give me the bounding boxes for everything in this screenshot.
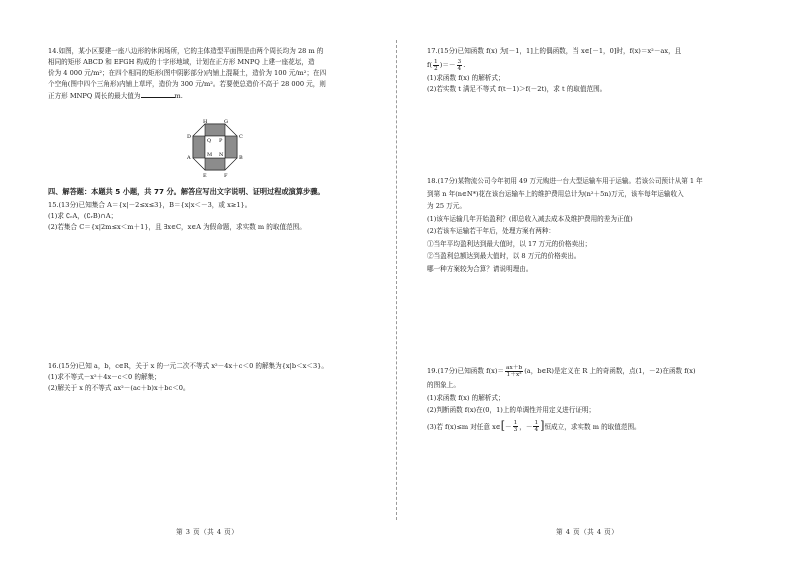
q19-fraction xyxy=(505,365,523,378)
q17-arg-den: 2 xyxy=(434,65,438,72)
q18-line-1: 18.(17分)某物流公司今年初用 49 万元购进一台大型运输车用于运输。若该公司预计从第 1 年 xyxy=(427,177,703,185)
label-q: Q xyxy=(207,138,212,144)
q14-line-3: 价为 4 000 元/m²；在四个相同的矩形(图中阴影部分)内铺上混凝土，造价为 100 元/m²；在四 xyxy=(48,69,327,77)
q19-line5-prefix: (3)若 f(x)≤m 对任意 x∈ xyxy=(427,422,501,431)
q17-end: . xyxy=(463,61,466,69)
question-15 xyxy=(48,200,306,233)
q17-f: f xyxy=(427,61,430,69)
q16-line-3: (2)解关于 x 的不等式 ax²－(ac＋b)x＋bc＜0。 xyxy=(48,384,190,392)
q17-line-4: (2)若实数 t 满足不等式 f(t－1)＞f(－2t)，求 t 的取值范围。 xyxy=(427,85,607,93)
q18-line-4: (1)该车运输几年开始盈利？(即总收入减去成本及维护费用的差为正值) xyxy=(427,214,633,223)
interval-b-den: 4 xyxy=(534,427,539,433)
q18-line-8: 哪一种方案较为合算？请说明理由。 xyxy=(427,264,533,273)
shaded-rect-left xyxy=(193,136,205,158)
paren-close: ) xyxy=(439,61,443,69)
interval-a-den: 3 xyxy=(513,427,518,433)
label-b: B xyxy=(239,155,243,161)
q15-line-1: 15.(13分)已知集合 A＝{x|－2≤x≤3}，B＝{x|x＜－3，或 x≥1}。 xyxy=(48,201,252,209)
label-g: G xyxy=(224,119,228,125)
q16-line-2: (1)求不等式－x²＋4x－c＜0 的解集； xyxy=(48,373,161,381)
q14-unit: m. xyxy=(174,92,183,100)
label-h: H xyxy=(203,119,208,125)
label-f: F xyxy=(224,173,228,179)
minus-a: － xyxy=(504,422,512,431)
q19-line-2: 的图象上。 xyxy=(427,381,460,389)
page-footer-left: 第 3 页（共 4 页） xyxy=(176,528,239,536)
q18-line-7: ②当盈利总额达到最大值时，以 8 万元的价格卖出。 xyxy=(427,252,581,260)
bracket-open: [ xyxy=(500,418,505,432)
answer-blank xyxy=(141,90,175,98)
q19-line5-suffix: 恒成立，求实数 m 的取值范围。 xyxy=(544,422,641,431)
interval-comma: ，－ xyxy=(519,422,533,431)
q19-frac-num: ax＋b xyxy=(505,364,523,371)
q19-line-3: (1)求函数 f(x) 的解析式； xyxy=(427,393,505,402)
label-n: N xyxy=(219,152,224,158)
paren-open: ( xyxy=(429,61,433,69)
interval-a-fraction xyxy=(513,420,519,433)
q19-line-4: (2)判断函数 f(x)在(0，1)上的单调性并用定义进行证明； xyxy=(427,406,596,414)
q14-line-5-text: 正方形 MNPQ 周长的最大值为 xyxy=(48,92,141,100)
label-c: C xyxy=(239,134,243,140)
q14-line-1: 14.如图，某小区要建一座八边形的休闲场所，它的主体造型平面图是由两个周长均为 28 m 的 xyxy=(48,47,324,55)
q17-arg-fraction xyxy=(433,59,439,72)
label-e: E xyxy=(203,173,207,179)
q19-line-5 xyxy=(427,417,696,436)
bracket-close: ] xyxy=(540,418,545,432)
q17-eq: ＝－ xyxy=(442,61,456,69)
interval-b-fraction xyxy=(533,420,539,433)
q19-frac-den: 1＋x² xyxy=(506,371,522,378)
q18-line-2: 到第 n 年(n∈N*)花在该台运输车上的维护费用总计为(n²＋5n)万元，该车每年运输收入 xyxy=(427,189,684,198)
q17-val-den: 4 xyxy=(457,65,462,72)
label-p: P xyxy=(219,138,223,144)
q15-line-2: (1)求 ∁ᵣA，(∁ᵣB)∩A； xyxy=(48,212,118,220)
q17-value-fraction xyxy=(457,58,466,72)
q15-line-3: (2)若集合 C＝{x|2m≤x＜m＋1}，且 ∃x∈C，x∈A 为假命题，求实数 m 的取值范围。 xyxy=(48,223,306,231)
shaded-rect-top xyxy=(205,124,225,136)
question-18 xyxy=(427,175,703,275)
octagon-figure-svg xyxy=(181,118,249,182)
q19-prefix: 19.(17分)已知函数 f(x)＝ xyxy=(427,367,504,375)
q17-line-2 xyxy=(427,57,681,73)
q19-suffix: (a，b∈R)是定义在 R 上的奇函数，点(1，－2)在函数 f(x) xyxy=(524,367,696,375)
q18-line-5: (2)若该车运输若干年后，处理方案有两种： xyxy=(427,227,556,235)
q16-line-1: 16.(15分)已知 a，b，c∈R，关于 x 的一元二次不等式 x²－4x＋c＜0 的解集为{x|b＜x＜3}。 xyxy=(48,362,328,370)
q17-arg-num: 1 xyxy=(434,58,438,65)
q17-line-1: 17.(15分)已知函数 f(x) 为[－1，1]上的偶函数，当 x∈[－1，0]时，f(x)＝x²－ax，且 xyxy=(427,47,682,55)
q14-line-5 xyxy=(48,90,326,102)
right-page xyxy=(397,0,794,562)
interval-b-num: 1 xyxy=(534,420,539,426)
q18-line-3: 为 25 万元。 xyxy=(427,202,466,210)
question-14 xyxy=(48,46,326,102)
q14-line-2: 相同的矩形 ABCD 和 EFGH 构成的十字形地域，计划在正方形 MNPQ 上建一座花坛，造 xyxy=(48,58,315,66)
q17-val-num: 3 xyxy=(457,58,462,65)
interval-a-num: 1 xyxy=(513,420,518,426)
q18-line-6: ①当年平均盈利达到最大值时，以 17 万元的价格卖出； xyxy=(427,239,592,248)
shaded-rect-bottom xyxy=(205,158,225,170)
shaded-rect-right xyxy=(225,136,237,158)
octagon-figure xyxy=(181,118,249,182)
label-a: A xyxy=(187,155,191,161)
q14-line-4: 个空角(图中四个三角形)内铺上草坪，造价为 300 元/m²。若要使总造价不高于 28 000 元，则 xyxy=(48,80,326,88)
label-d: D xyxy=(187,134,192,140)
section-heading: 四、解答题：本题共 5 小题，共 77 分。解答应写出文字说明、证明过程或演算步骤。 xyxy=(48,187,325,196)
question-17 xyxy=(427,46,681,95)
question-16 xyxy=(48,361,328,394)
question-19 xyxy=(427,364,696,436)
q17-line-3: (1)求函数 f(x) 的解析式； xyxy=(427,74,505,82)
q19-line-1 xyxy=(427,364,696,379)
page-footer-right: 第 4 页（共 4 页） xyxy=(556,528,619,536)
label-m: M xyxy=(207,152,213,158)
